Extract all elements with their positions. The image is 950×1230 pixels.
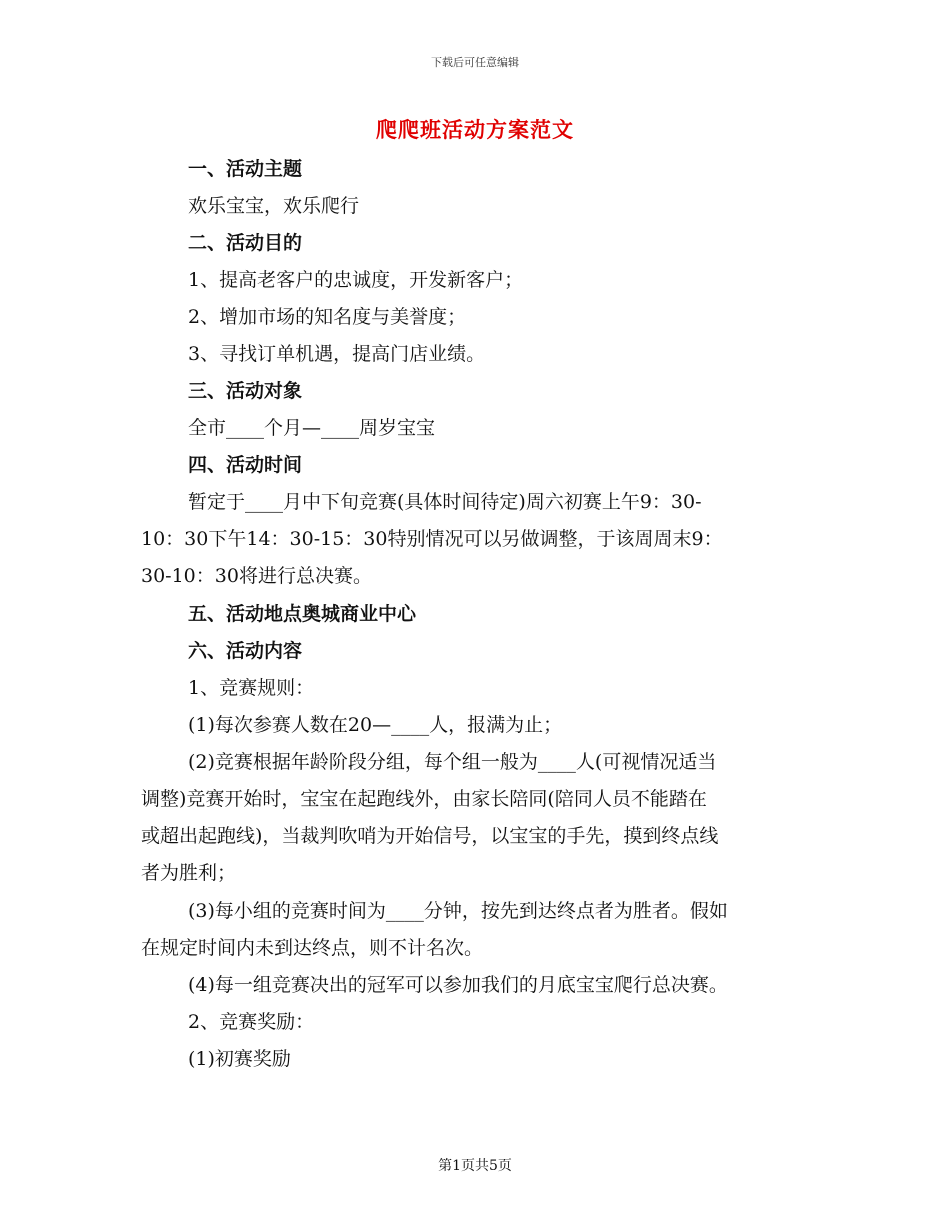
- paragraph-time-line-1: 暂定于____月中下旬竞赛(具体时间待定)周六初赛上午9：30-: [188, 491, 702, 513]
- heading-activity-theme: 一、活动主题: [188, 158, 303, 180]
- rule-3-line-1: (3)每小组的竞赛时间为____分钟，按先到达终点者为胜者。假如: [188, 900, 728, 922]
- heading-activity-target: 三、活动对象: [188, 380, 303, 402]
- paragraph-theme: 欢乐宝宝，欢乐爬行: [188, 195, 360, 217]
- list-item-purpose-1: 1、提高老客户的忠诚度，开发新客户；: [188, 269, 524, 291]
- list-item-purpose-2: 2、增加市场的知名度与美誉度；: [188, 306, 467, 328]
- header-note: 下载后可任意编辑: [431, 56, 519, 69]
- paragraph-time-line-3: 30-10：30将进行总决赛。: [141, 565, 372, 587]
- rule-2-line-4: 者为胜利；: [141, 862, 237, 884]
- rule-2-line-3: 或超出起跑线)，当裁判吹哨为开始信号，以宝宝的手先，摸到终点线: [141, 825, 719, 847]
- heading-activity-purpose: 二、活动目的: [188, 232, 303, 254]
- heading-activity-time: 四、活动时间: [188, 454, 303, 476]
- paragraph-time-line-2: 10：30下午14：30-15：30特别情况可以另做调整，于该周周末9：: [141, 528, 723, 550]
- page-footer: 第1页共5页: [438, 1158, 512, 1174]
- list-item-purpose-3: 3、寻找订单机遇，提高门店业绩。: [188, 343, 486, 365]
- heading-activity-content: 六、活动内容: [188, 640, 303, 662]
- document-title: 爬爬班活动方案范文: [376, 117, 574, 142]
- heading-activity-location: 五、活动地点奥城商业中心: [188, 603, 417, 625]
- rule-1: (1)每次参赛人数在20—____人，报满为止；: [188, 714, 563, 736]
- rule-2-line-1: (2)竞赛根据年龄阶段分组，每个组一般为____人(可视情况适当: [188, 751, 717, 773]
- paragraph-target: 全市____个月—____周岁宝宝: [188, 417, 436, 439]
- rule-3-line-2: 在规定时间内未到达终点，则不计名次。: [141, 937, 484, 959]
- subheading-competition-rules: 1、竞赛规则：: [188, 677, 315, 699]
- subheading-competition-rewards: 2、竞赛奖励：: [188, 1011, 315, 1033]
- rule-2-line-2: 调整)竞赛开始时，宝宝在起跑线外，由家长陪同(陪同人员不能踏在: [141, 788, 707, 810]
- reward-1: (1)初赛奖励: [188, 1048, 291, 1070]
- rule-4: (4)每一组竞赛决出的冠军可以参加我们的月底宝宝爬行总决赛。: [188, 974, 728, 996]
